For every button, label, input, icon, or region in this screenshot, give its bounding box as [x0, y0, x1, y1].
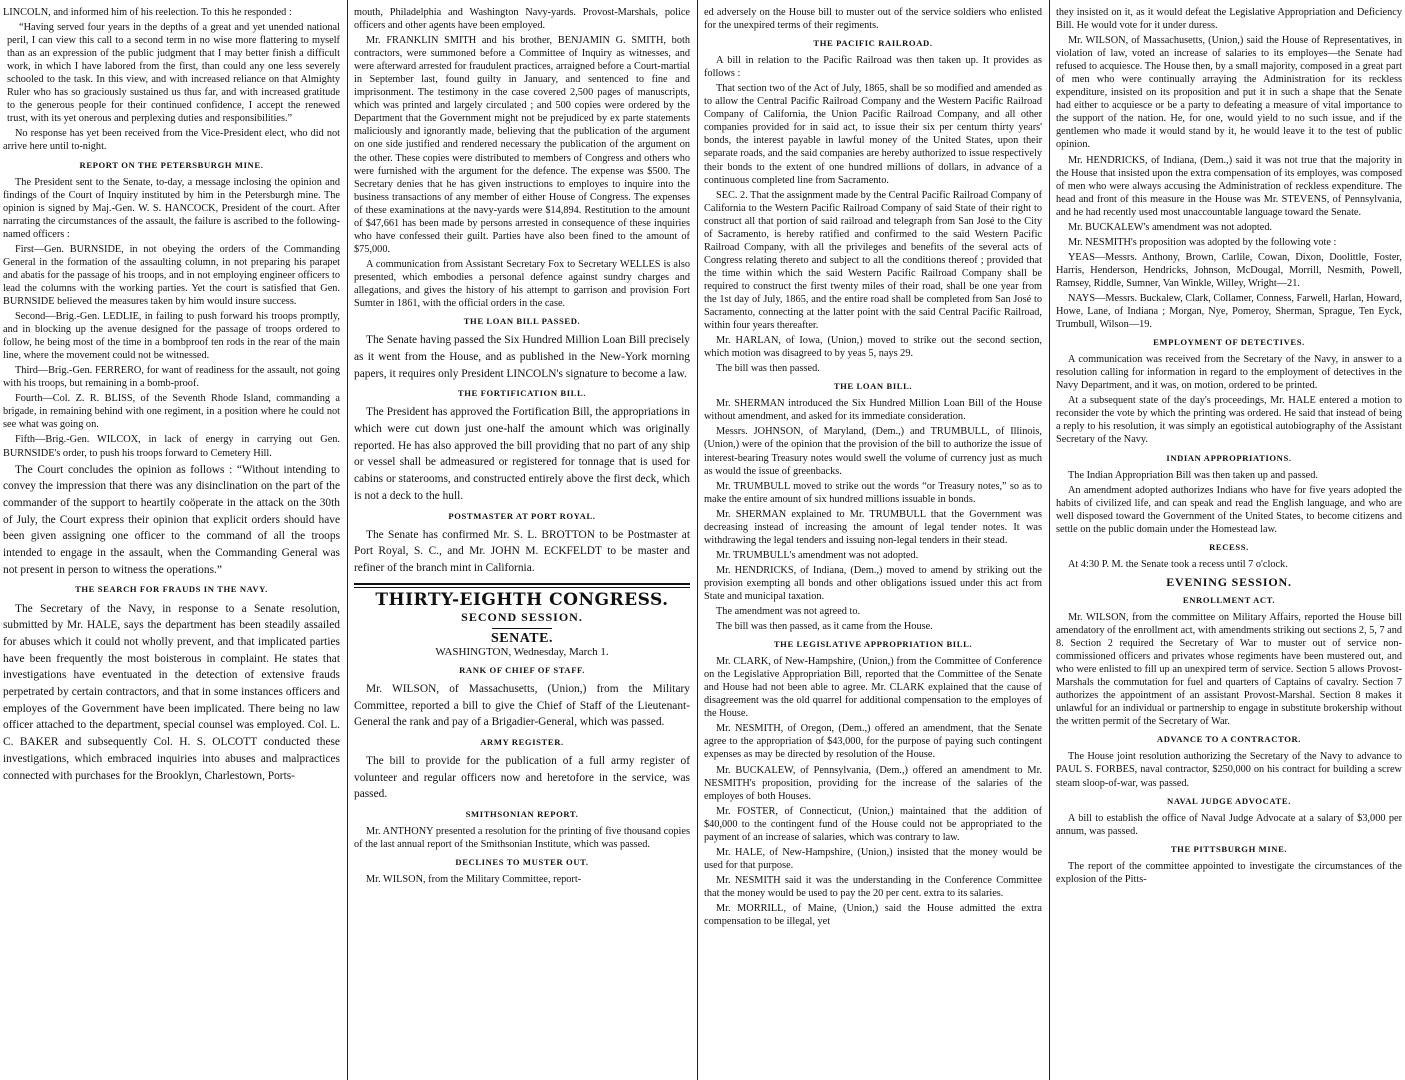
paragraph: The Secretary of the Navy, in response to a Senate resolution, submitted by Mr. HALE, says the department has been steadily assailed for abuses which it could not wholly prevent, and that implicated parties have been frequently the most boisterous in complaint. He states that investigations have eventuated in the detection of extensive frauds perpetrated by certain contractors, and that in some instances officers and employes of the Government have been implicated. There being no law officer attached to the department, special counsel was employed. Col. L. C. BAKER and subsequently Col. H. S. OLCOTT conducted these investigations, which embraced inquiries into abuses and malpractices connected with purchases for the Brooklyn, Charlestown, Ports- — [3, 602, 340, 782]
paragraph: “Having served four years in the depths of a great and yet unended national peril, I can view this call to a second term in no wise more flattering to myself than as an expression of the public judgment that I may better finish a difficult work, in which I have labored from the first, than could any one less severely schooled to the task. In this view, and with increased reliance on that Almighty Ruler who has so graciously sustained us thus far, and with increased gratitude to the generous people for their continued confidence, I accept the renewed trust, with its yet onerous and perplexing duties and responsibilities.” — [7, 22, 340, 125]
column-1 — [3, 6, 340, 1074]
section-heading: THE LEGISLATIVE APPROPRIATION BILL. — [773, 639, 973, 650]
paragraph: A communication was received from the Secretary of the Navy, in answer to a resolution calling for information in regard to the employment of detectives in the Navy Department, and it was, on motion, ordered to be printed. — [1056, 354, 1402, 392]
paragraph: A bill in relation to the Pacific Railroad was then taken up. It provides as follows : — [704, 55, 1042, 80]
column-rule — [1049, 0, 1050, 1080]
paragraph: NAYS—Messrs. Buckalew, Clark, Collamer, Conness, Farwell, Harlan, Howard, Howe, Lane, of Indiana ; Morgan, Nye, Pomeroy, Sherman, Sprague, Ten Eyck, Trumbull, Wilson—19. — [1056, 292, 1402, 331]
section-heading: ENROLLMENT ACT. — [1182, 594, 1276, 605]
column-3 — [704, 6, 1042, 1074]
paragraph: Mr. NESMITH, of Oregon, (Dem.,) offered an amendment, that the Senate agree to the appropriation of $43,000, for the purpose of paying such contingent expenses as may be directed by resolution of the House. — [704, 723, 1042, 761]
paragraph: The Court concludes the opinion as follows : “Without intending to convey the impression that there was any disinclination on the part of the commander of the support to heartily coöperate in the attack on the 30th of July, the Court express their opinion that explicit orders should have been given assigning one officer to the command of all the troops intended to engage in the assault, when the Commanding General was not present in person to witness the operations.” — [3, 463, 340, 576]
paragraph: A bill to establish the office of Naval Judge Advocate at a salary of $3,000 per annum, was passed. — [1056, 812, 1402, 837]
section-heading: REPORT ON THE PETERSBURGH MINE. — [79, 159, 264, 170]
paragraph: Mr. SHERMAN introduced the Six Hundred Million Loan Bill of the House without amendment, and asked for its immediate consideration. — [704, 398, 1042, 423]
paragraph: An amendment adopted authorizes Indians who have for five years adopted the habits of civilized life, and can speak and read the English language, and who are well disposed toward the Government of the United States, to become citizens and settle on the public domain under the Homestead law. — [1056, 484, 1402, 535]
evening-session-heading: EVENING SESSION. — [1166, 574, 1292, 589]
short-rule — [492, 628, 552, 629]
paragraph: Mr. HARLAN, of Iowa, (Union,) moved to strike out the second section, which motion was disagreed to by yeas 5, nays 29. — [704, 335, 1042, 360]
paragraph: The amendment was not agreed to. — [716, 606, 861, 618]
section-heading: THE PACIFIC RAILROAD. — [813, 38, 933, 49]
paragraph: SEC. 2. That the assignment made by the Central Pacific Railroad Company of California to the Western Pacific Railroad Company of said State of their right to construct all that portion of said railroad and telegraph from San José to the City of Sacramento, is hereby ratified and confirmed to the said Western Pacific Railroad Company, with all the privileges and benefits of the several acts of Congress relating thereto and subject to all the conditions thereof ; provided that the time within which the said Western Pacific Railroad Company shall be required to construct the first twenty miles of their road, shall be one year from the 1st day of July, 1865, and the entire road shall be completed from San José to Sacramento, connecting at the latter point with the said Central Pacific Railroad, within four years thereafter. — [704, 189, 1042, 332]
paragraph: Second—Brig.-Gen. LEDLIE, in failing to push forward his troops promptly, and in blocking up the avenue designed for the passage of troops ordered to follow, he being most of the time in a bombproof ten rods in the rear of the main line, where the movement could not be witnessed. — [3, 311, 340, 362]
paragraph: they insisted on it, as it would defeat the Legislative Appropriation and Deficiency Bill. He would vote for it under duress. — [1056, 7, 1402, 32]
paragraph: Mr. WILSON, of Massachusetts, (Union,) said the House of Representatives, in violation of law, voted an increase of salaries to its employes—the Senate had refused to acquiesce. The House then, by a small majority, composed in a great part of men who were continually arraying the Administration for its reckless expenditure, insisted on its proposition and put it in such a shape that the Senate had either to acquiesce or be a party to defeating a measure of vital importance to the support of the nation. He, for one, would yield to no such issue, and if the gentlemen who made it would stand by it, he would leave it to the test of public opinion. — [1056, 35, 1402, 151]
banner-rule — [354, 583, 690, 588]
section-heading: THE FORTIFICATION BILL. — [457, 388, 587, 399]
column-rule — [347, 0, 348, 1080]
paragraph: mouth, Philadelphia and Washington Navy-yards. Provost-Marshals, police officers and other agents have been employed. — [354, 7, 690, 32]
section-heading: RANK OF CHIEF OF STAFF. — [459, 664, 585, 675]
section-heading: ARMY REGISTER. — [480, 737, 564, 747]
paragraph: No response has yet been received from the Vice-President elect, who did not arrive here until to-night. — [3, 128, 340, 153]
paragraph: Mr. SHERMAN explained to Mr. TRUMBULL that the Government was decreasing instead of increasing the amount of legal tender notes. It was withdrawing the legal tenders and issuing non-legal tenders in their stead. — [704, 508, 1042, 546]
paragraph: Mr. WILSON, from the committee on Military Affairs, reported the House bill amendatory of the enrollment act, with amendments striking out sections 2, 5, 7 and 8. Section 2 required the Secretary of War to muster out of service non-commissioned officers and privates whose regiments have been mustered out, and who were enlisted to fill up an unexpired term of service. Section 5 allows Provost-Marshals the commutation for fuel and quarters of Captains of cavalry. Section 7 authorizes the appointment of an assistant Provost-Marshal. Section 8 makes it unlawful for an individual or partnership to engage in substitute brokership without the written permit of the Secretary of War. — [1056, 611, 1402, 728]
paragraph: LINCOLN, and informed him of his reelection. To this he responded : — [3, 7, 292, 18]
paragraph: ed adversely on the House bill to muster out of the service soldiers who enlisted for the unexpired terms of their regiments. — [704, 7, 1042, 32]
paragraph: Mr. BUCKALEW's amendment was not adopted. — [1068, 221, 1273, 233]
paragraph: At 4:30 P. M. the Senate took a recess until 7 o'clock. — [1068, 558, 1288, 570]
column-4 — [1056, 6, 1402, 1074]
paragraph: Fifth—Brig.-Gen. WILCOX, in lack of energy in carrying out Gen. BURNSIDE's order, to push his troops forward to Cemetery Hill. — [3, 434, 340, 459]
paragraph: The Senate has confirmed Mr. S. L. BROTTON to be Postmaster at Port Royal, S. C., and Mr. JOHN M. ECKFELDT to be master and refiner of the branch mint in California. — [354, 528, 690, 574]
section-heading: DECLINES TO MUSTER OUT. — [455, 857, 589, 868]
section-heading: THE LOAN BILL. — [833, 381, 913, 392]
paragraph: The Senate having passed the Six Hundred Million Loan Bill precisely as it went from the House, and as published in the New-York morning papers, it requires only President LINCOLN's signature to become a law. — [354, 334, 690, 380]
congress-banner: THIRTY-EIGHTH CONGRESS. — [375, 589, 669, 610]
paragraph: The Indian Appropriation Bill was then taken up and passed. — [1068, 469, 1318, 481]
section-heading: SMITHSONIAN REPORT. — [465, 809, 579, 820]
paragraph: That section two of the Act of July, 1865, shall be so modified and amended as to allow the Central Pacific Railroad Company and the Western Pacific Railroad Company of California, the Union Pacific Railroad Company, and all other companies provided for in said act, to issue their six per centum thirty years' bonds, the interest payable in lawful money of the United States, upon their separate roads, and the said companies are hereby authorized to issue respectively their bonds to the extent of one hundred millions of dollars, in advance of a continuous completed line from Sacramento. — [704, 83, 1042, 186]
section-heading: THE LOAN BILL PASSED. — [463, 316, 581, 327]
paragraph: Mr. FRANKLIN SMITH and his brother, BENJAMIN G. SMITH, both contractors, were summoned before a Committee of Inquiry as witnesses, and were afterward arrested for fraudulent practices, arraigned before a Court-martial in September last, found guilty in January, and sentenced to fine and imprisonment. The testimony in the case covered 2,500 pages of manuscripts, which was printed and largely circulated ; and 500 copies were ordered by the Department that the Government might not be prejudiced by ex parte statements maliciously and ignorantly made, believing that the publication of the argument on one side justified and rendered necessary the publication of the argument on the other. These copies were distributed to members of Congress and others who were furnished with the argument for the defence. The expense was $500. The Secretary denies that he has given instructions to employes to inquire into the business transactions of any member of either House of Congress. The expenses of these examinations at the navy-yards were $14,894. Restitution to the amount of $47,661 has been made by persons arrested in consequence of these inquiries who have confessed their guilt. Parties have also been fined to the amount of $75,000. — [354, 35, 690, 255]
paragraph: Third—Brig.-Gen. FERRERO, for want of readiness for the assault, not going with his troops, but remaining in a bomb-proof. — [3, 365, 340, 390]
paragraph: Mr. WILSON, from the Military Committee, report- — [366, 874, 582, 886]
paragraph: Mr. ANTHONY presented a resolution for the printing of five thousand copies of the last annual report of the Smithsonian Institute, which was passed. — [354, 826, 690, 851]
paragraph: Mr. NESMITH's proposition was adopted by the following vote : — [1068, 236, 1337, 248]
paragraph: The bill to provide for the publication of a full army register of volunteer and regular officers now and heretofore in the service, was passed. — [354, 755, 690, 801]
paragraph: Mr. NESMITH said it was the understanding in the Conference Committee that the money would be used to pay the 20 per cent. extra to its salaries. — [704, 874, 1042, 899]
section-heading: NAVAL JUDGE ADVOCATE. — [1167, 795, 1291, 806]
section-heading: THE SEARCH FOR FRAUDS IN THE NAVY. — [75, 584, 268, 595]
paragraph: YEAS—Messrs. Anthony, Brown, Carlile, Cowan, Dixon, Doolittle, Foster, Harris, Henderson, Hendricks, Johnson, McDougal, Morrill, Nesmith, Powell, Ramsey, Riddle, Sumner, Van Winkle, Willey, Wright—21. — [1056, 251, 1402, 289]
paragraph: The President has approved the Fortification Bill, the appropriations in which were cut down just one-half the amount which was originally reported. He has also approved the bill providing that no part of any ship or vessel shall be admeasured or registered for tonnage that is used for cabins or staterooms, and constructed entirely above the first deck, which is not a deck to the hull. — [354, 406, 690, 502]
section-heading: RECESS. — [1209, 541, 1249, 552]
paragraph: Fourth—Col. Z. R. BLISS, of the Seventh Rhode Island, commanding a brigade, in remaining behind with one regiment, in a position where he could not see what was going on. — [3, 393, 340, 431]
paragraph: The bill was then passed, as it came from the House. — [716, 621, 933, 633]
paragraph: Mr. FOSTER, of Connecticut, (Union,) maintained that the addition of $40,000 to the contingent fund of the House could not be appropriated to the payment of an increase of salaries, which was contrary to law. — [704, 805, 1042, 843]
section-heading: EMPLOYMENT OF DETECTIVES. — [1153, 337, 1305, 348]
paragraph: Mr. BUCKALEW, of Pennsylvania, (Dem.,) offered an amendment to Mr. NESMITH's proposition, providing for the increase of the salaries of the employes of both Houses. — [704, 764, 1042, 802]
paragraph: The President sent to the Senate, to-day, a message inclosing the opinion and findings of the Court of Inquiry instituted by him in the Petersburgh mine. The opinion is signed by Maj.-Gen. W. S. HANCOCK, President of the court. After narrating the circumstances of the assault, the failure is ascribed to the following-named officers : — [3, 176, 340, 240]
section-heading: ADVANCE TO A CONTRACTOR. — [1156, 734, 1302, 745]
section-heading: INDIAN APPROPRIATIONS. — [1166, 452, 1292, 463]
paragraph: At a subsequent state of the day's proceedings, Mr. HALE entered a motion to reconsider the vote by which the printing was ordered. He said that instead of being a reply to his resolution, it was simply an egotistical autobiography of the Assistant Secretary of the Navy. — [1056, 395, 1402, 446]
column-2 — [354, 6, 690, 1074]
paragraph: Mr. MORRILL, of Maine, (Union,) said the House admitted the extra compensation to be illegal, yet — [704, 903, 1042, 928]
section-heading: THE PITTSBURGH MINE. — [1170, 843, 1288, 854]
paragraph: Mr. HALE, of New-Hampshire, (Union,) insisted that the money would be used for that purpose. — [704, 846, 1042, 871]
session-heading: SECOND SESSION. — [461, 609, 583, 624]
paragraph: Mr. HENDRICKS, of Indiana, (Dem.,) moved to amend by striking out the provision exempting all bonds and other obligations issued under this act from State and municipal taxation. — [704, 564, 1042, 602]
paragraph: Mr. CLARK, of New-Hampshire, (Union,) from the Committee of Conference on the Legislative Appropriation Bill, reported that the Committee of the Senate and House had not been able to agree. Mr. CLARK explained that the cause of disagreement was the old quarrel for additional compensation to the employes of the House. — [704, 656, 1042, 720]
paragraph: A communication from Assistant Secretary Fox to Secretary WELLES is also presented, which embodies a personal defence against sundry charges and allegations, and gives the history of his attempt to garrison and provision Fort Sumter in 1861, with the official orders in the case. — [354, 258, 690, 310]
senate-heading: SENATE. — [491, 630, 553, 646]
column-rule — [697, 0, 698, 1080]
section-heading: POSTMASTER AT PORT ROYAL. — [448, 510, 596, 521]
paragraph: Messrs. JOHNSON, of Maryland, (Dem.,) and TRUMBULL, of Illinois, (Union,) were of the opinion that the provision of the bill to authorize the issue of interest-bearing Treasury notes would swell the volume of currency just as much as would the issue of greenbacks. — [704, 426, 1042, 477]
paragraph: Mr. TRUMBULL moved to strike out the words “or Treasury notes,” so as to make the entire amount of six hundred millions issuable in bonds. — [704, 480, 1042, 505]
paragraph: The House joint resolution authorizing the Secretary of the Navy to advance to PAUL S. FORBES, naval contractor, $250,000 on his contract for building a screw steam sloop-of-war, was passed. — [1056, 751, 1402, 789]
paragraph: First—Gen. BURNSIDE, in not obeying the orders of the Commanding General in the formation of the assaulting column, in not preparing his parapet and abatis for the passage of his troops, and in not employing engineer officers to lead the columns with the working parties. Yet the court is satisfied that Gen. BURNSIDE believed the measures taken by him would insure success. — [3, 243, 340, 307]
dateline: WASHINGTON, Wednesday, March 1. — [435, 645, 609, 658]
paragraph: Mr. TRUMBULL's amendment was not adopted. — [716, 549, 919, 561]
paragraph: The bill was then passed. — [716, 363, 820, 375]
paragraph: Mr. WILSON, of Massachusetts, (Union,) from the Military Committee, reported a bill to give the Chief of Staff of the Lieutenant-General the rank and pay of a Brigadier-General, which was passed. — [354, 682, 690, 729]
paragraph: The report of the committee appointed to investigate the circumstances of the explosion of the Pitts- — [1056, 860, 1402, 885]
paragraph: Mr. HENDRICKS, of Indiana, (Dem.,) said it was not true that the majority in the House that insisted upon the extra compensation of its employes, was composed of men who were always accusing the Administration of reckless expenditure. The head and front of this measure in the House was Mr. STEVENS, of Pennsylvania, and he had recently used most unaccountable language toward the Senate. — [1056, 154, 1402, 218]
